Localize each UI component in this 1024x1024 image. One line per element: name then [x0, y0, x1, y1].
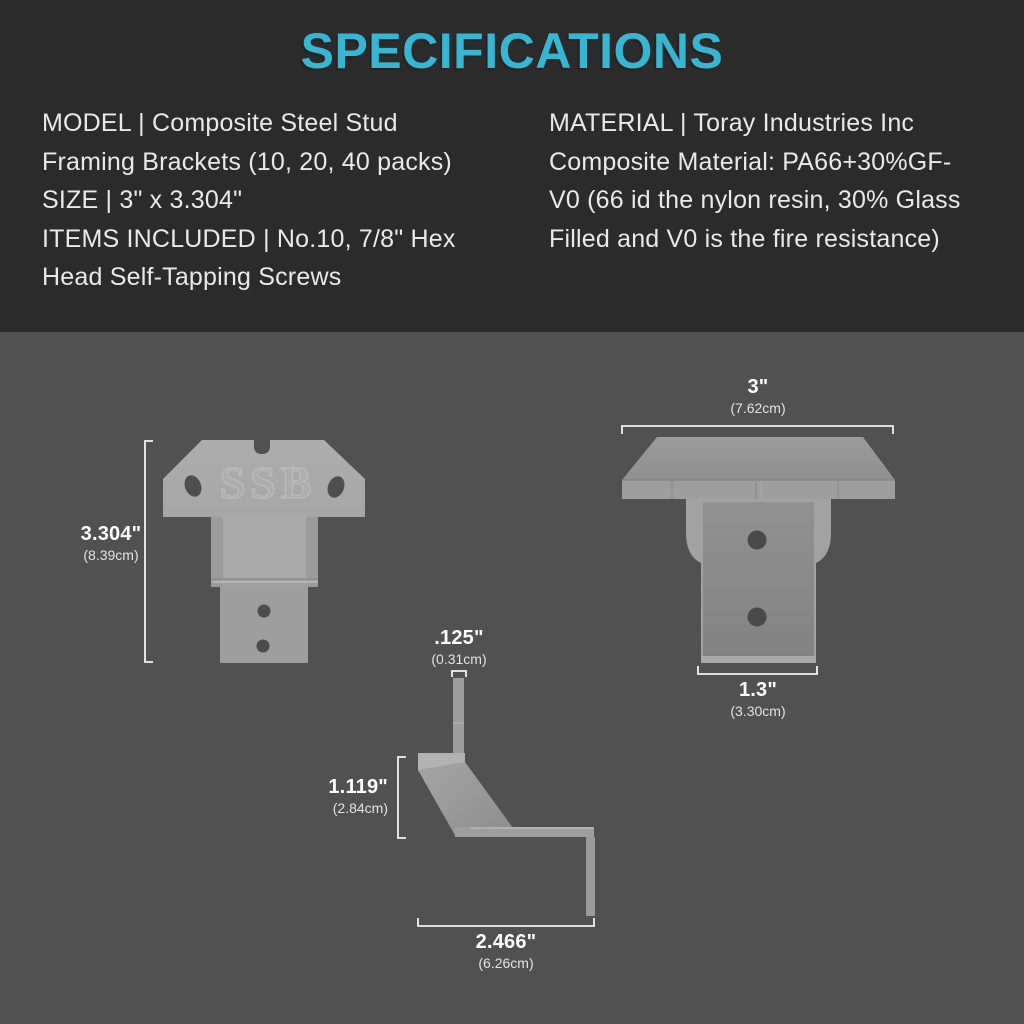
front-height-label	[56, 524, 166, 563]
top-view-stem-lip	[701, 656, 816, 663]
top-width-dimension-line	[622, 426, 893, 434]
spec-line-size: SIZE | 3" x 3.304"	[42, 186, 243, 214]
side-length-value: 2.466"	[475, 931, 537, 953]
side-height-value: 1.119"	[328, 776, 388, 798]
side-length-dimension-line	[418, 918, 594, 926]
top-view-stem-recess	[703, 502, 814, 660]
top-view-screw-hole-top	[748, 531, 767, 550]
stem-width-dimension-line	[698, 666, 817, 674]
tab-thickness-dimension-line	[452, 671, 466, 677]
top-view-plate	[622, 437, 895, 480]
spec-line-material-1: MATERIAL | Toray Industries Inc	[549, 109, 915, 137]
front-view-drawing	[163, 440, 365, 663]
top-view-front-strip	[622, 480, 895, 499]
spec-line-material-3: V0 (66 id the nylon resin, 30% Glass	[549, 186, 961, 214]
front-height-value: 3.304"	[80, 523, 142, 545]
tab-thickness-metric: (0.31cm)	[431, 651, 487, 667]
side-view-vertical-tab	[453, 678, 464, 760]
stem-width-metric: (3.30cm)	[730, 703, 786, 719]
side-height-label	[288, 777, 388, 816]
spec-line-items-1: ITEMS INCLUDED | No.10, 7/8" Hex	[42, 224, 456, 253]
ssb-logo: SSB	[219, 457, 317, 508]
spec-line-material-4: Filled and V0 is the fire resistance)	[549, 224, 940, 253]
top-width-metric: (7.62cm)	[730, 400, 786, 416]
top-width-label	[708, 377, 808, 416]
top-view-drawing	[622, 437, 895, 663]
page-title: SPECIFICATIONS	[300, 23, 724, 79]
side-length-metric: (6.26cm)	[478, 955, 534, 971]
side-height-dimension-line	[398, 757, 406, 838]
side-view-drawing	[418, 678, 595, 916]
stem-width-label	[708, 680, 808, 719]
top-width-value: 3"	[747, 376, 769, 398]
front-view-flange-right	[306, 517, 318, 587]
spec-line-model-1: MODEL | Composite Steel Stud	[42, 109, 398, 137]
spec-line-model-2: Framing Brackets (10, 20, 40 packs)	[42, 147, 452, 176]
front-view-screw-hole-top	[258, 605, 271, 618]
front-height-metric: (8.39cm)	[83, 547, 139, 563]
spec-line-material-2: Composite Material: PA66+30%GF-	[549, 147, 952, 176]
tab-thickness-label	[409, 628, 509, 667]
tab-thickness-value: .125"	[434, 627, 484, 649]
front-view-flange-left	[211, 517, 223, 587]
spec-line-items-2: Head Self-Tapping Screws	[42, 263, 342, 291]
front-view-screw-hole-bottom	[257, 640, 270, 653]
side-view-slope	[418, 762, 513, 837]
side-view-end-tab	[586, 837, 595, 916]
side-height-metric: (2.84cm)	[332, 800, 388, 816]
top-view-screw-hole-bottom	[748, 608, 767, 627]
stem-width-value: 1.3"	[738, 679, 778, 701]
front-view-mid-panel	[223, 517, 306, 579]
side-length-label	[456, 932, 556, 971]
